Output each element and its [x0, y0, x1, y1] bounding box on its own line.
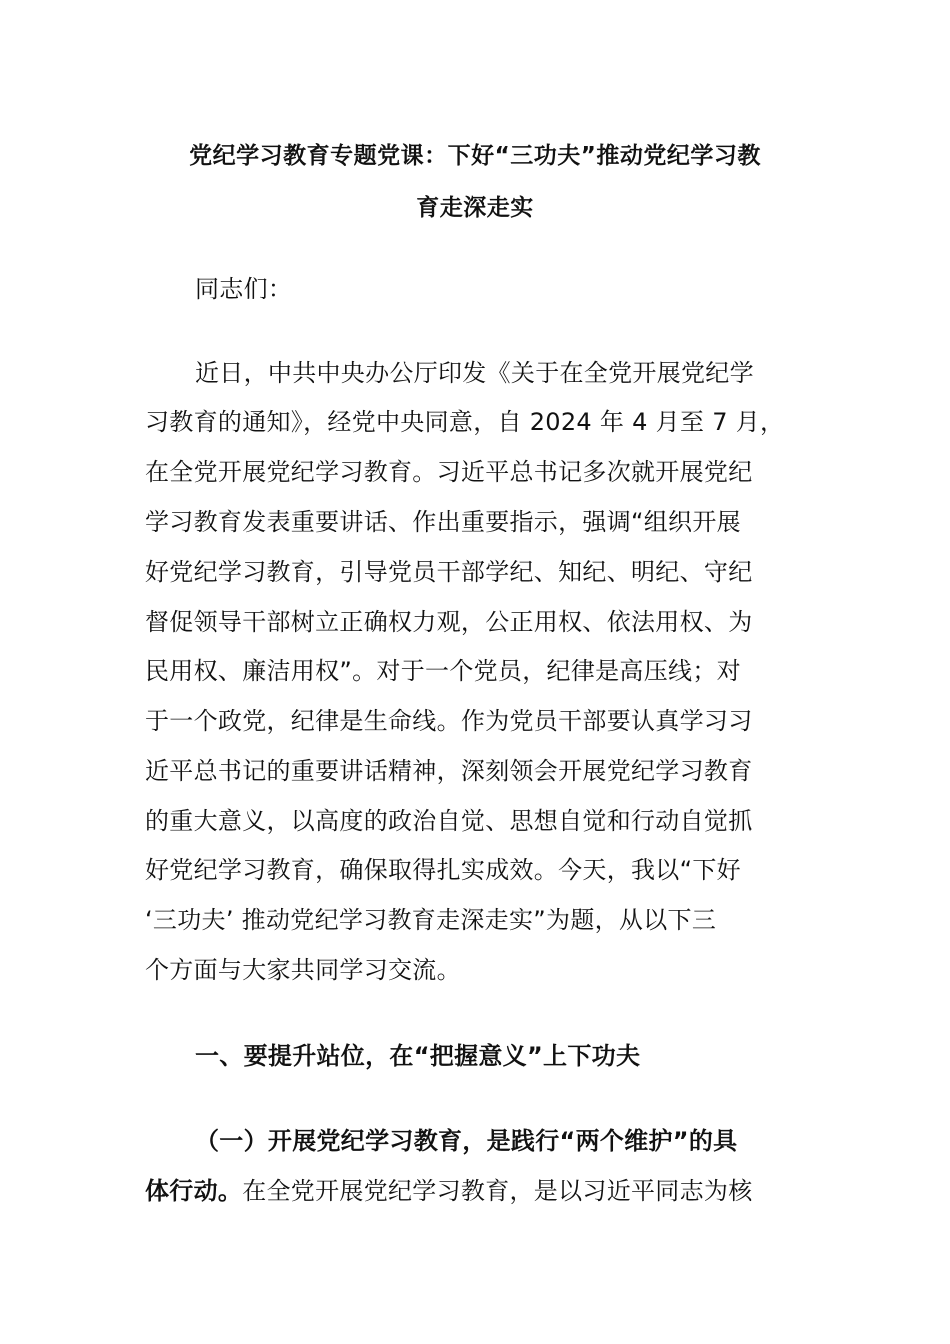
paragraph-line: 近日，中共中央办公厅印发《关于在全党开展党纪学 [195, 359, 754, 387]
paragraph-line: 好党纪学习教育，确保取得扎实成效。今天，我以“下好 [145, 856, 741, 884]
paragraph-line: 在全党开展党纪学习教育。习近平总书记多次就开展党纪 [145, 458, 753, 486]
paragraph-line: 民用权、廉洁用权”。对于一个党员，纪律是高压线；对 [145, 657, 741, 685]
salutation: 同志们： [195, 275, 293, 303]
document-title [140, 130, 810, 234]
paragraph-line: 近平总书记的重要讲话精神，深刻领会开展党纪学习教育 [145, 757, 753, 785]
paragraph-text: 在全党开展党纪学习教育，是以习近平同志为核 [242, 1177, 753, 1205]
subsection-heading-end: 体行动。 [145, 1177, 243, 1205]
paragraph-line: 习教育的通知》，经党中央同意，自 2024 年 4 月至 7 月， [145, 408, 785, 436]
subsection-heading: （一）开展党纪学习教育，是践行“两个维护”的具 [195, 1127, 738, 1155]
paragraph-line [145, 1176, 753, 1206]
paragraph-line: 学习教育发表重要讲话、作出重要指示，强调“组织开展 [145, 508, 741, 536]
paragraph-line: 个方面与大家共同学习交流。 [145, 956, 461, 984]
title-line-2: 育走深走实 [416, 195, 534, 221]
paragraph-line: 好党纪学习教育，引导党员干部学纪、知纪、明纪、守纪 [145, 558, 753, 586]
title-line-1: 党纪学习教育专题党课：下好“三功夫”推动党纪学习教 [189, 143, 761, 169]
paragraph-line: 督促领导干部树立正确权力观，公正用权、依法用权、为 [145, 608, 753, 636]
paragraph-line: ‘三功夫’ 推动党纪学习教育走深走实”为题，从以下三 [145, 906, 717, 934]
paragraph-line: 于一个政党，纪律是生命线。作为党员干部要认真学习习 [145, 707, 753, 735]
paragraph-line: 的重大意义，以高度的政治自觉、思想自觉和行动自觉抓 [145, 807, 753, 835]
section-heading: 一、要提升站位，在“把握意义”上下功夫 [195, 1042, 641, 1070]
